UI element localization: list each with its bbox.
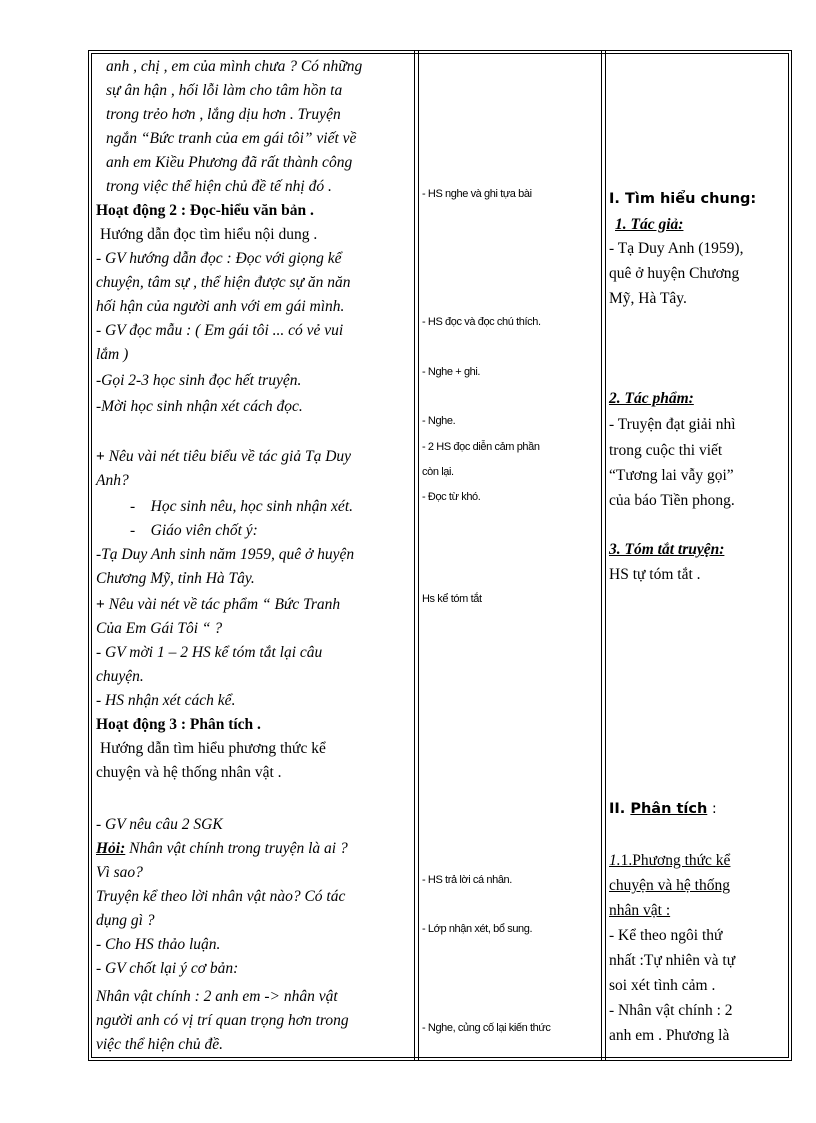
method-line: - Kể theo ngôi thứ [609, 927, 723, 944]
analysis-line: - Cho HS thảo luận. [96, 936, 221, 953]
work-line: - GV mời 1 – 2 HS kể tóm tắt lại câu [96, 644, 323, 661]
method-heading-line: chuyện và hệ thống [609, 877, 730, 894]
ask-text: Nhân vật chính trong truyện là ai ? [125, 840, 348, 857]
intro-line: sự ân hận , hối lỗi làm cho tâm hồn ta [106, 82, 343, 99]
author-bullet: - Học sinh nêu, học sinh nhận xét. [130, 498, 353, 515]
student-note: còn lại. [422, 466, 454, 478]
work-line: - Truyện đạt giải nhì [609, 416, 736, 433]
column-divider [414, 51, 415, 1060]
reading-line: hối hận của người anh với em gái mình. [96, 298, 345, 315]
summary-heading: 3. Tóm tắt truyện: [609, 541, 725, 558]
student-note: - HS đọc và đọc chú thích. [422, 316, 541, 328]
section-2-title [609, 798, 785, 820]
method-heading-text: 1.Phương thức kể [620, 852, 731, 869]
author-line: quê ở huyện Chương [609, 265, 740, 282]
author-line: Mỹ, Hà Tây. [609, 290, 687, 307]
author-line: - Tạ Duy Anh (1959), [609, 240, 744, 257]
method-heading-line: nhân vật : [609, 902, 671, 919]
ask-label: Hỏi: [96, 840, 126, 857]
column-divider [418, 51, 419, 1060]
method-line: - Nhân vật chính : 2 [609, 1002, 733, 1019]
analysis-line: Truyện kể theo lời nhân vật nào? Có tác [96, 888, 346, 905]
method-heading [609, 850, 730, 872]
student-note: - Nghe. [422, 415, 456, 427]
section-2-name: Phân tích [630, 801, 708, 817]
column-divider [605, 51, 606, 1060]
activity-3-title: Hoạt động 3 : Phân tích . [96, 716, 261, 733]
plus-bullet-icon: + [96, 596, 105, 613]
reading-line: -Mời học sinh nhận xét cách đọc. [96, 398, 303, 415]
work-line: - HS nhận xét cách kể. [96, 692, 236, 709]
work-heading: 2. Tác phẩm: [609, 390, 694, 407]
reading-line: lắm ) [96, 346, 129, 363]
activity-3-subtitle: Hướng dẫn tìm hiểu phương thức kể [100, 740, 326, 757]
author-answer-line: -Tạ Duy Anh sinh năm 1959, quê ở huyện [96, 546, 355, 563]
method-line: anh em . Phương là [609, 1027, 730, 1044]
work-line: chuyện. [96, 668, 144, 685]
analysis-line: - GV chốt lại ý cơ bản: [96, 960, 239, 977]
intro-line: trong trẻo hơn , lắng dịu hơn . Truyện [106, 106, 341, 123]
section-2-suffix: : [707, 801, 717, 817]
plus-bullet-icon: + [96, 448, 105, 465]
author-heading: 1. Tác giả: [615, 216, 684, 233]
intro-line: anh , chị , em của mình chưa ? Có những [106, 58, 363, 75]
reading-line: - GV đọc mẫu : ( Em gái tôi ... có vẻ vui [96, 322, 344, 339]
method-number: 1. [609, 852, 621, 869]
student-note: - 2 HS đọc diễn cảm phần [422, 441, 540, 453]
intro-line: trong việc thể hiện chủ đề tế nhị đó . [106, 178, 332, 195]
analysis-line: việc thể hiện chủ đề. [96, 1036, 223, 1053]
author-question-text: Nêu vài nét tiêu biểu về tác giả Tạ Duy [108, 448, 352, 465]
student-note: - Nghe, củng cố lại kiến thức [422, 1022, 551, 1034]
method-line: soi xét tình cảm . [609, 977, 716, 994]
author-bullet-text: Giáo viên chốt ý: [150, 522, 258, 539]
summary-line: HS tự tóm tắt . [609, 566, 701, 583]
author-bullet-text: Học sinh nêu, học sinh nhận xét. [150, 498, 353, 515]
activity-2-title: Hoạt động 2 : Đọc-hiểu văn bản . [96, 202, 314, 219]
column-divider [601, 51, 602, 1060]
student-note: - Lớp nhận xét, bổ sung. [422, 923, 533, 935]
intro-line: anh em Kiều Phương đã rất thành công [106, 154, 353, 171]
intro-line: ngắn “Bức tranh của em gái tôi” viết về [106, 130, 357, 147]
analysis-line: Vì sao? [96, 864, 143, 881]
author-bullet: - Giáo viên chốt ý: [130, 522, 258, 539]
section-1-title: I. Tìm hiểu chung: [609, 191, 757, 207]
work-line: trong cuộc thi viết [609, 442, 723, 459]
author-answer-line: Chương Mỹ, tỉnh Hà Tây. [96, 570, 255, 587]
reading-line: -Gọi 2-3 học sinh đọc hết truyện. [96, 372, 302, 389]
analysis-line: người anh có vị trí quan trọng hơn trong [96, 1012, 349, 1029]
work-line: của báo Tiền phong. [609, 492, 735, 509]
author-question [96, 446, 410, 468]
reading-line: chuyện, tâm sự , thể hiện được sự ăn năn [96, 274, 351, 291]
author-question-line: Anh? [96, 472, 129, 489]
work-question-text: Nêu vài nét về tác phẩm “ Bức Tranh [108, 596, 341, 613]
student-note: Hs kể tóm tắt [422, 593, 482, 605]
work-question-line: Của Em Gái Tôi “ ? [96, 620, 223, 637]
method-line: nhất :Tự nhiên và tự [609, 952, 736, 969]
reading-line: - GV hướng dẫn đọc : Đọc với giọng kể [96, 250, 342, 267]
analysis-line: dụng gì ? [96, 912, 155, 929]
section-2-prefix: II. [609, 801, 631, 817]
work-question [96, 594, 410, 616]
ask-line [96, 838, 410, 860]
activity-2-subtitle: Hướng dẫn đọc tìm hiểu nội dung . [100, 226, 318, 243]
student-note: - Nghe + ghi. [422, 366, 481, 378]
student-note: - HS trả lời cá nhân. [422, 874, 512, 886]
activity-3-subtitle: chuyện và hệ thống nhân vật . [96, 764, 282, 781]
student-note: - Đọc từ khó. [422, 491, 481, 503]
analysis-line: Nhân vật chính : 2 anh em -> nhân vật [96, 988, 338, 1005]
work-line: “Tương lai vẫy gọi” [609, 467, 734, 484]
analysis-line: - GV nêu câu 2 SGK [96, 816, 223, 833]
student-note: - HS nghe và ghi tựa bài [422, 188, 532, 200]
